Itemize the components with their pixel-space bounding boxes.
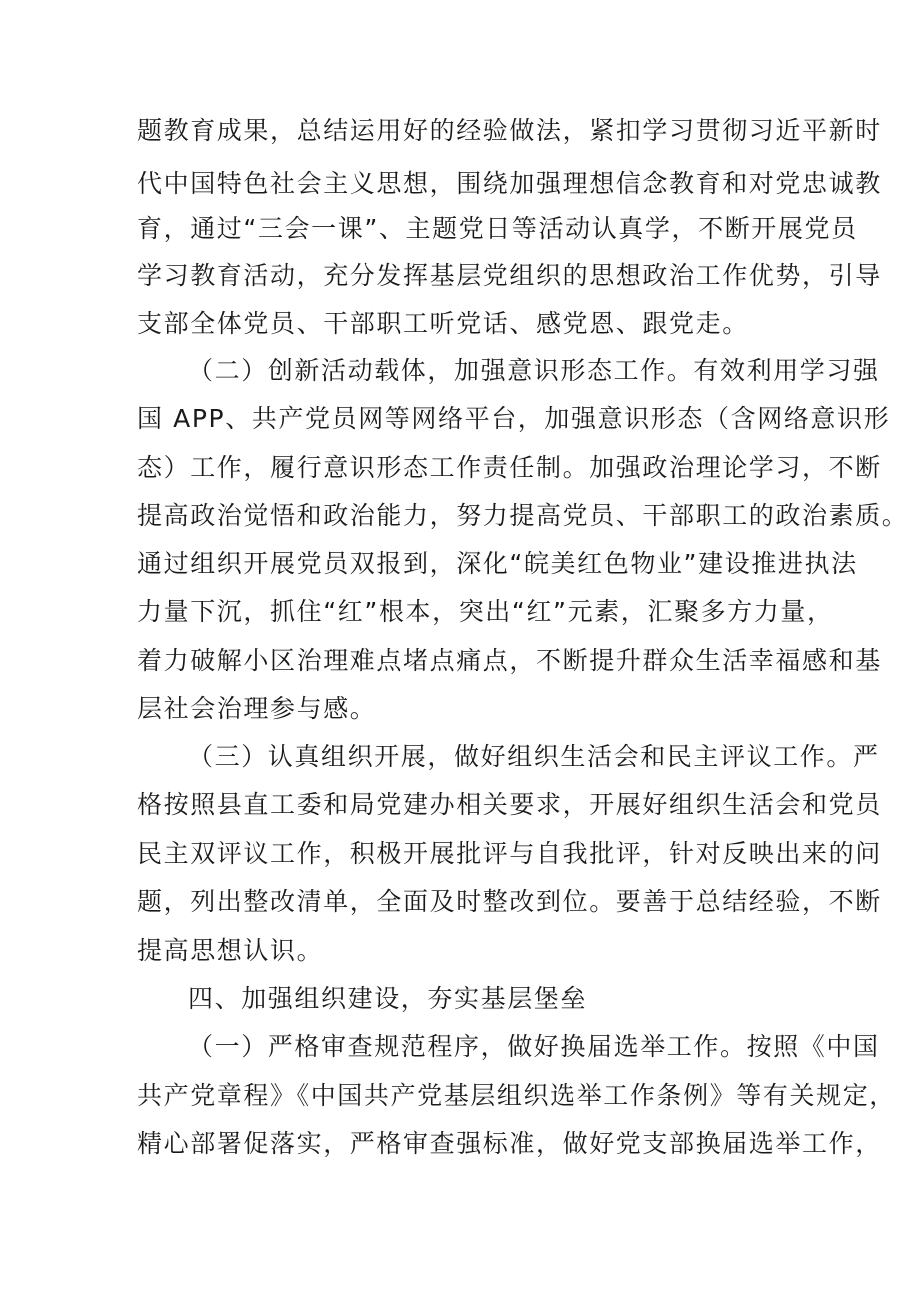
paragraph-line: 力量下沉，抓住“红”根本，突出“红”元素，汇聚多方力量， bbox=[137, 597, 834, 626]
paragraph-line: 题，列出整改清单，全面及时整改到位。要善于总结经验，不断 bbox=[137, 887, 882, 916]
paragraph-line: 着力破解小区治理难点堵点痛点，不断提升群众生活幸福感和基 bbox=[137, 646, 882, 675]
paragraph-line: 育，通过“三会一课”、主题党日等活动认真学，不断开展党员 bbox=[137, 214, 858, 243]
paragraph-line: 题教育成果，总结运用好的经验做法，紧扣学习贯彻习近平新时 bbox=[137, 116, 882, 145]
section-heading-4-1: （一）严格审查规范程序，做好换届选举工作。按照《中国 bbox=[188, 1032, 880, 1061]
paragraph-line: 提高政治觉悟和政治能力，努力提高党员、干部职工的政治素质。 bbox=[137, 501, 909, 530]
paragraph-line: 支部全体党员、干部职工听党话、感党恩、跟党走。 bbox=[137, 309, 749, 338]
paragraph-line: 学习教育活动，充分发挥基层党组织的思想政治工作优势，引导 bbox=[137, 261, 882, 290]
chapter-heading-4: 四、加强组织建设，夯实基层堡垒 bbox=[188, 984, 588, 1013]
paragraph-line: 民主双评议工作，积极开展批评与自我批评，针对反映出来的问 bbox=[137, 839, 882, 868]
paragraph-line: 格按照县直工委和局党建办相关要求，开展好组织生活会和党员 bbox=[137, 790, 882, 819]
paragraph-line: 国 APP、共产党员网等网络平台，加强意识形态（含网络意识形 bbox=[137, 404, 891, 433]
section-heading-3: （三）认真组织开展，做好组织生活会和民主评议工作。严 bbox=[188, 742, 880, 771]
paragraph-line: 代中国特色社会主义思想，围绕加强理想信念教育和对党忠诚教 bbox=[137, 169, 882, 198]
paragraph-line: 通过组织开展党员双报到，深化“皖美红色物业”建设推进执法 bbox=[137, 549, 858, 578]
paragraph-line: 层社会治理参与感。 bbox=[137, 694, 377, 723]
section-heading-2: （二）创新活动载体，加强意识形态工作。有效利用学习强 bbox=[188, 356, 880, 385]
paragraph-line: 态）工作，履行意识形态工作责任制。加强政治理论学习，不断 bbox=[137, 453, 882, 482]
paragraph-line: 精心部署促落实，严格审查强标准，做好党支部换届选举工作， bbox=[137, 1129, 882, 1158]
paragraph-line: 共产党章程》《中国共产党基层组织选举工作条例》等有关规定， bbox=[137, 1081, 896, 1110]
paragraph-line: 提高思想认识。 bbox=[137, 936, 324, 965]
